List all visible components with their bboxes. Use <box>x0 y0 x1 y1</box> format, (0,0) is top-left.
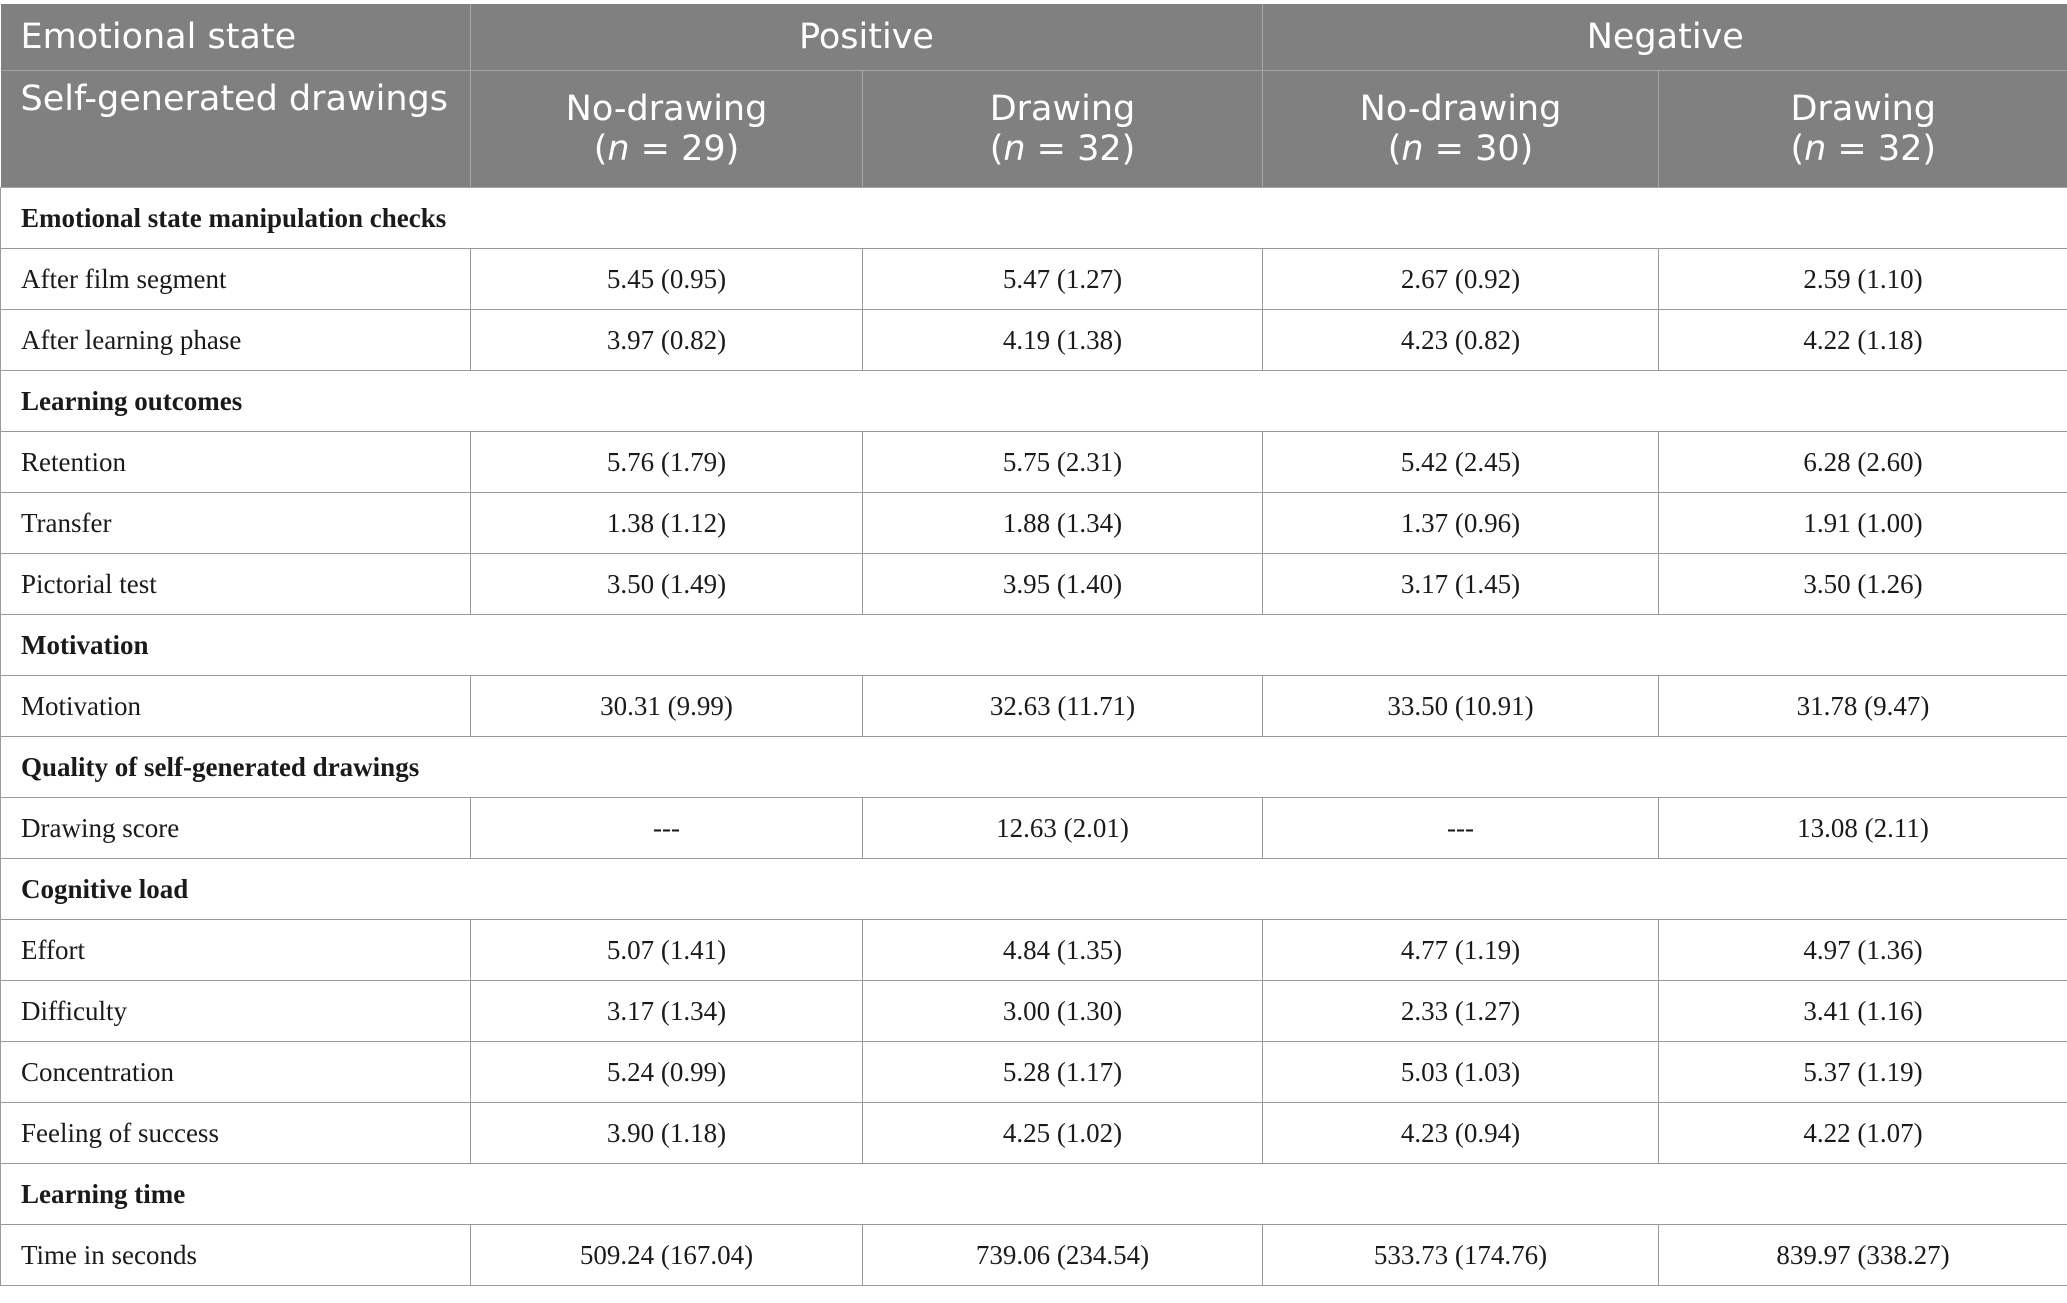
value-cell: 4.77 (1.19) <box>1263 920 1659 981</box>
value-cell: 2.33 (1.27) <box>1263 981 1659 1042</box>
section-title: Emotional state manipulation checks <box>1 188 2067 249</box>
table-row <box>1 432 2067 493</box>
group-name: No-drawing <box>565 89 768 129</box>
value-cell: 509.24 (167.04) <box>471 1225 863 1286</box>
table-row <box>1 310 2067 371</box>
group-header-negative-drawing <box>1659 71 2067 188</box>
n-value: 29 <box>681 129 726 169</box>
n-equals: = <box>1826 129 1878 169</box>
table-row <box>1 1042 2067 1103</box>
value-cell: 1.38 (1.12) <box>471 493 863 554</box>
row-label: Pictorial test <box>1 554 471 615</box>
n-value: 32 <box>1877 129 1923 169</box>
row-label: After film segment <box>1 249 471 310</box>
table-row <box>1 981 2067 1042</box>
value-cell: 839.97 (338.27) <box>1659 1225 2067 1286</box>
value-cell: 1.88 (1.34) <box>863 493 1263 554</box>
row-label: After learning phase <box>1 310 471 371</box>
table-body <box>1 188 2067 1286</box>
value-cell: 5.42 (2.45) <box>1263 432 1659 493</box>
table-row <box>1 676 2067 737</box>
emotional-state-label: Emotional state <box>1 4 471 71</box>
section-title: Cognitive load <box>1 859 2067 920</box>
value-cell: 3.90 (1.18) <box>471 1103 863 1164</box>
value-cell: 5.45 (0.95) <box>471 249 863 310</box>
value-cell: 5.76 (1.79) <box>471 432 863 493</box>
value-cell: 3.95 (1.40) <box>863 554 1263 615</box>
table-row <box>1 798 2067 859</box>
value-cell: 4.25 (1.02) <box>863 1103 1263 1164</box>
row-label: Feeling of success <box>1 1103 471 1164</box>
n-value: 32 <box>1077 129 1122 169</box>
table-row <box>1 1225 2067 1286</box>
section-title: Learning time <box>1 1164 2067 1225</box>
value-cell: 2.59 (1.10) <box>1659 249 2067 310</box>
row-label: Retention <box>1 432 471 493</box>
value-cell: 1.91 (1.00) <box>1659 493 2067 554</box>
group-n: (n = 29) <box>593 129 740 169</box>
value-cell: 33.50 (10.91) <box>1263 676 1659 737</box>
value-cell: 4.23 (0.94) <box>1263 1103 1659 1164</box>
value-cell: 30.31 (9.99) <box>471 676 863 737</box>
group-name: Drawing <box>1790 89 1937 129</box>
value-cell: 31.78 (9.47) <box>1659 676 2067 737</box>
value-cell: 5.75 (2.31) <box>863 432 1263 493</box>
table-row <box>1 1103 2067 1164</box>
value-cell: 5.28 (1.17) <box>863 1042 1263 1103</box>
value-cell: 739.06 (234.54) <box>863 1225 1263 1286</box>
n-equals: = <box>629 129 682 169</box>
section-title: Learning outcomes <box>1 371 2067 432</box>
section-row <box>1 859 2067 920</box>
value-cell: 3.50 (1.49) <box>471 554 863 615</box>
value-cell: 4.19 (1.38) <box>863 310 1263 371</box>
n-symbol: n <box>1003 129 1026 169</box>
group-name: No-drawing <box>1359 89 1562 129</box>
n-symbol: n <box>1804 129 1827 169</box>
table-row <box>1 493 2067 554</box>
value-cell: 32.63 (11.71) <box>863 676 1263 737</box>
value-cell: 5.47 (1.27) <box>863 249 1263 310</box>
value-cell: 3.17 (1.45) <box>1263 554 1659 615</box>
value-cell: 12.63 (2.01) <box>863 798 1263 859</box>
group-n: (n = 30) <box>1387 129 1534 169</box>
value-cell: 3.17 (1.34) <box>471 981 863 1042</box>
n-equals: = <box>1423 129 1476 169</box>
header-row-drawings <box>1 71 2067 188</box>
group-n: (n = 32) <box>989 129 1136 169</box>
n-symbol: n <box>607 129 630 169</box>
value-cell: 4.97 (1.36) <box>1659 920 2067 981</box>
table-row <box>1 920 2067 981</box>
table-row <box>1 554 2067 615</box>
row-label: Difficulty <box>1 981 471 1042</box>
value-cell: 4.84 (1.35) <box>863 920 1263 981</box>
value-cell: 3.00 (1.30) <box>863 981 1263 1042</box>
section-title: Motivation <box>1 615 2067 676</box>
group-name: Drawing <box>989 89 1136 129</box>
value-cell: 5.07 (1.41) <box>471 920 863 981</box>
table-header <box>1 4 2067 188</box>
group-n: (n = 32) <box>1790 129 1937 169</box>
header-row-emotional-state <box>1 4 2067 71</box>
positive-header: Positive <box>471 4 1263 71</box>
value-cell: 4.22 (1.07) <box>1659 1103 2067 1164</box>
section-row <box>1 615 2067 676</box>
value-cell: 5.37 (1.19) <box>1659 1042 2067 1103</box>
row-label: Effort <box>1 920 471 981</box>
value-cell: 533.73 (174.76) <box>1263 1225 1659 1286</box>
value-cell: 3.50 (1.26) <box>1659 554 2067 615</box>
section-row <box>1 371 2067 432</box>
value-cell: 6.28 (2.60) <box>1659 432 2067 493</box>
row-label: Time in seconds <box>1 1225 471 1286</box>
group-header-positive-drawing <box>863 71 1263 188</box>
section-row <box>1 188 2067 249</box>
row-label: Motivation <box>1 676 471 737</box>
group-header-positive-no-drawing <box>471 71 863 188</box>
n-equals: = <box>1025 129 1078 169</box>
table-row <box>1 249 2067 310</box>
value-cell: 5.24 (0.99) <box>471 1042 863 1103</box>
value-cell: 4.23 (0.82) <box>1263 310 1659 371</box>
section-row <box>1 1164 2067 1225</box>
section-row <box>1 737 2067 798</box>
value-cell: --- <box>471 798 863 859</box>
section-title: Quality of self-generated drawings <box>1 737 2067 798</box>
results-table <box>0 4 2067 1286</box>
value-cell: 1.37 (0.96) <box>1263 493 1659 554</box>
value-cell: 13.08 (2.11) <box>1659 798 2067 859</box>
n-value: 30 <box>1475 129 1520 169</box>
row-label: Concentration <box>1 1042 471 1103</box>
negative-header: Negative <box>1263 4 2067 71</box>
value-cell: 2.67 (0.92) <box>1263 249 1659 310</box>
value-cell: 4.22 (1.18) <box>1659 310 2067 371</box>
row-label: Transfer <box>1 493 471 554</box>
self-generated-drawings-label: Self-generated drawings <box>1 71 471 188</box>
value-cell: 5.03 (1.03) <box>1263 1042 1659 1103</box>
value-cell: 3.97 (0.82) <box>471 310 863 371</box>
value-cell: 3.41 (1.16) <box>1659 981 2067 1042</box>
row-label: Drawing score <box>1 798 471 859</box>
value-cell: --- <box>1263 798 1659 859</box>
n-symbol: n <box>1401 129 1424 169</box>
group-header-negative-no-drawing <box>1263 71 1659 188</box>
